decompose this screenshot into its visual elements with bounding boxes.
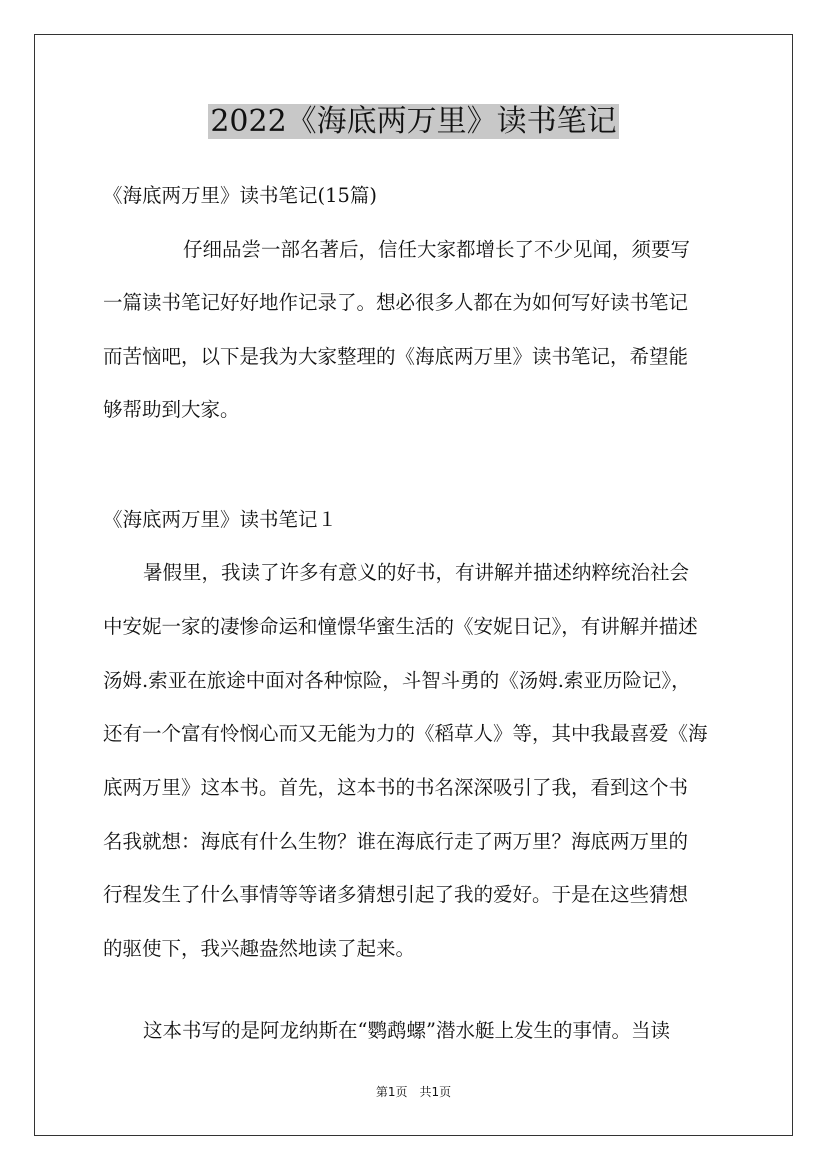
body-line-6: 名我就想：海底有什么生物？谁在海底行走了两万里？海底两万里的: [103, 830, 689, 853]
section-heading: 《海底两万里》读书笔记１: [103, 508, 338, 531]
body-line-3: 汤姆.索亚在旅途中面对各种惊险，斗智斗勇的《汤姆.索亚历险记》，: [103, 669, 691, 692]
body-line-1: 暑假里，我读了许多有意义的好书，有讲解并描述纳粹统治社会: [143, 561, 690, 584]
body-line-7: 行程发生了什么事情等等诸多猜想引起了我的爱好。于是在这些猜想: [103, 883, 689, 906]
body-line-8: 的驱使下，我兴趣盎然地读了起来。: [103, 937, 416, 960]
intro-line-4: 够帮助到大家。: [103, 398, 240, 421]
body-line-5: 底两万里》这本书。首先，这本书的书名深深吸引了我，看到这个书: [103, 776, 689, 799]
page-footer: 第1页 共1页: [375, 1085, 452, 1099]
intro-line-2: 一篇读书笔记好好地作记录了。想必很多人都在为如何写好读书笔记: [103, 291, 689, 314]
body-line-4: 还有一个富有怜悯心而又无能为力的《稻草人》等，其中我最喜爱《海: [103, 722, 708, 745]
intro-line-1: 仔细品尝一部名著后，信任大家都增长了不少见闻，须要写: [183, 238, 691, 261]
body-line-2: 中安妮一家的凄惨命运和憧憬华蜜生活的《安妮日记》，有讲解并描述: [103, 615, 698, 638]
document-title: [0, 100, 827, 144]
body-line-9: 这本书写的是阿龙纳斯在“鹦鹉螺”潜水艇上发生的事情。当读: [143, 1019, 670, 1042]
intro-line-3: 而苦恼吧，以下是我为大家整理的《海底两万里》读书笔记，希望能: [103, 345, 689, 368]
document-subtitle: 《海底两万里》读书笔记(15篇): [103, 184, 378, 207]
document-title-text: 2022《海底两万里》读书笔记: [210, 104, 617, 139]
